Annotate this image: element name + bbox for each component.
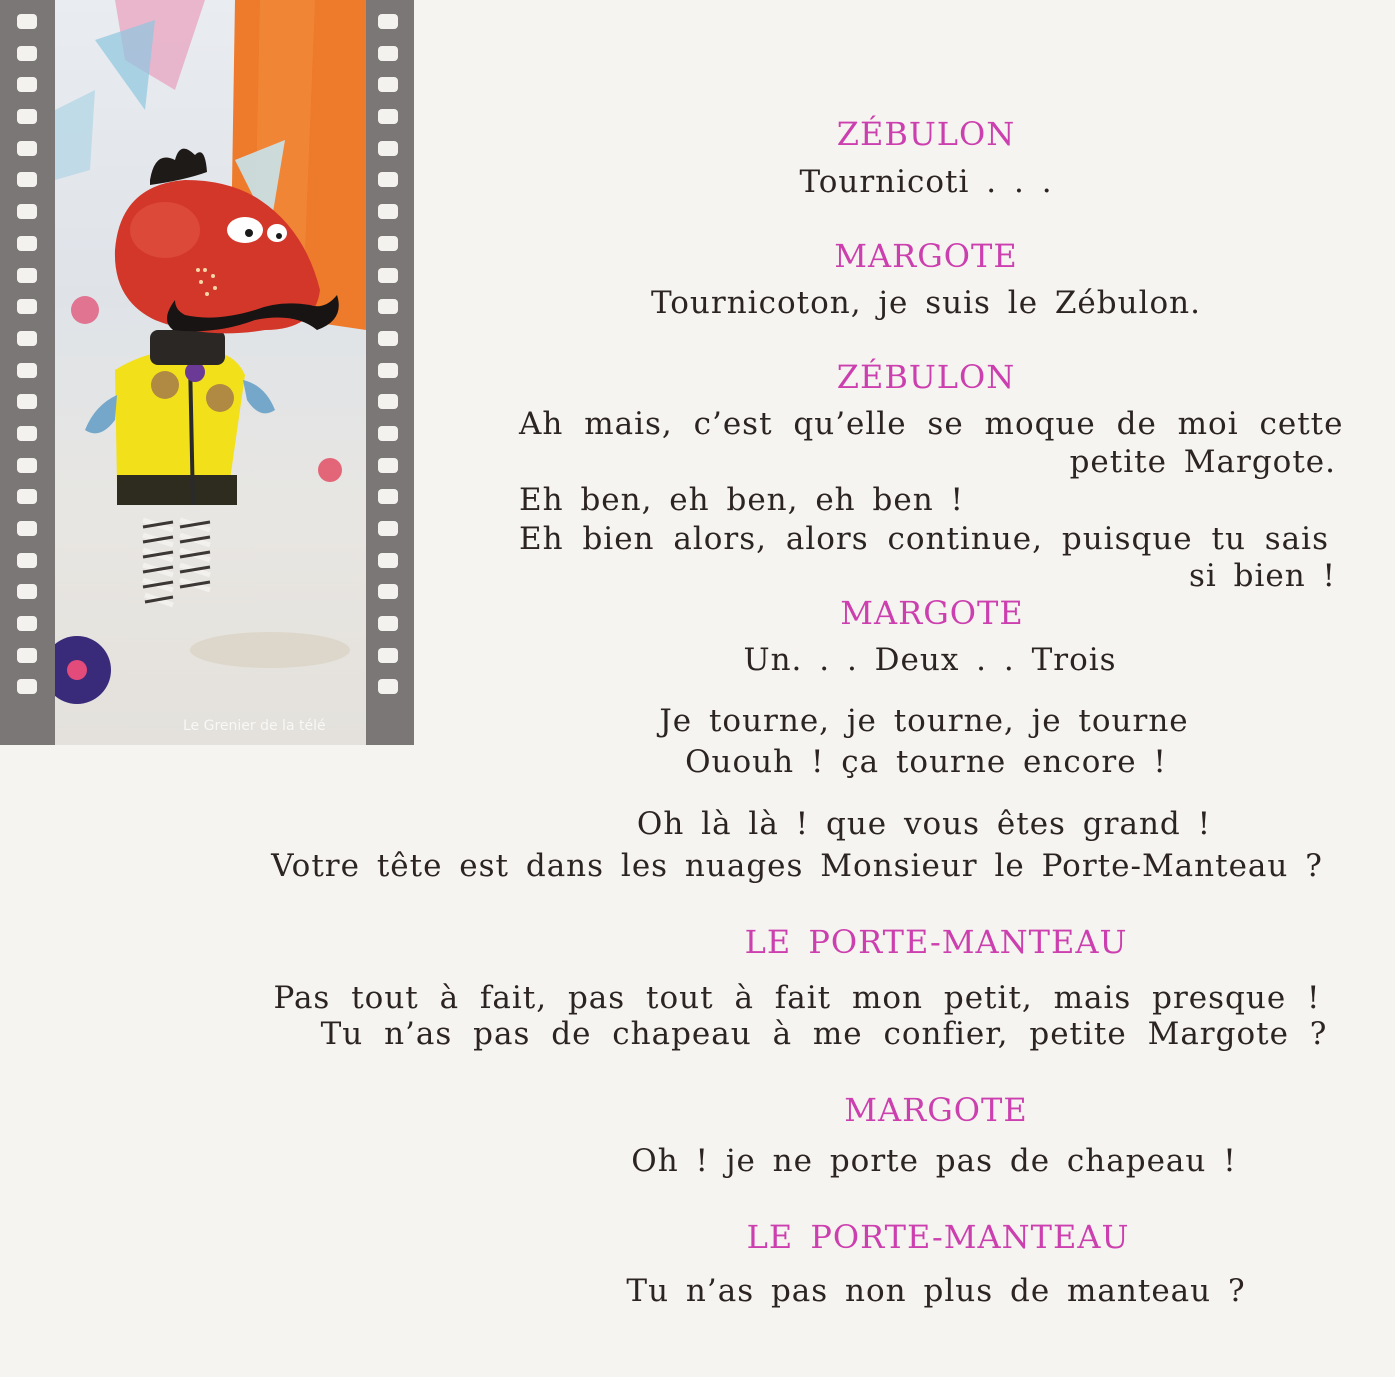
dialogue-line: Ah mais, c’est qu’elle se moque de moi cette bbox=[519, 406, 1344, 442]
dialogue-line: si bien ! bbox=[1188, 558, 1336, 594]
filmstrip-sprocket-holes-left bbox=[17, 14, 41, 711]
speaker-name: MARGOTE bbox=[840, 594, 1024, 632]
filmstrip-sprocket-holes-right bbox=[378, 14, 402, 711]
dialogue-line: Eh ben, eh ben, eh ben ! bbox=[519, 482, 964, 518]
dialogue-line: Tournicoti . . . bbox=[799, 164, 1053, 200]
dialogue-line: Pas tout à fait, pas tout à fait mon petit, mais presque ! bbox=[273, 980, 1321, 1016]
zebulon-photo bbox=[55, 0, 366, 745]
speaker-name: LE PORTE-MANTEAU bbox=[744, 923, 1128, 961]
dialogue-line: Tournicoton, je suis le Zébulon. bbox=[651, 285, 1201, 321]
dialogue-line: petite Margote. bbox=[1069, 444, 1336, 480]
dialogue-line: Tu n’as pas non plus de manteau ? bbox=[626, 1273, 1246, 1309]
filmstrip bbox=[0, 0, 414, 745]
speaker-name: ZÉBULON bbox=[836, 115, 1016, 153]
speaker-name: ZÉBULON bbox=[836, 358, 1016, 396]
speaker-name: MARGOTE bbox=[844, 1091, 1028, 1129]
speaker-name: MARGOTE bbox=[834, 237, 1018, 275]
dialogue-line: Oh là là ! que vous êtes grand ! bbox=[636, 806, 1212, 842]
speaker-name: LE PORTE-MANTEAU bbox=[746, 1218, 1130, 1256]
dialogue-line: Je tourne, je tourne, je tourne bbox=[659, 703, 1189, 739]
watermark: Le Grenier de la télé bbox=[183, 718, 326, 734]
dialogue-line: Votre tête est dans les nuages Monsieur le Porte-Manteau ? bbox=[271, 848, 1323, 884]
dialogue-line: Tu n’as pas de chapeau à me confier, petite Margote ? bbox=[320, 1016, 1328, 1052]
dialogue-line: Oh ! je ne porte pas de chapeau ! bbox=[631, 1143, 1237, 1179]
dialogue-line: Eh bien alors, alors continue, puisque tu sais bbox=[519, 521, 1329, 557]
dialogue-line: Ououh ! ça tourne encore ! bbox=[685, 744, 1167, 780]
dialogue-line: Un. . . Deux . . Trois bbox=[743, 642, 1117, 678]
